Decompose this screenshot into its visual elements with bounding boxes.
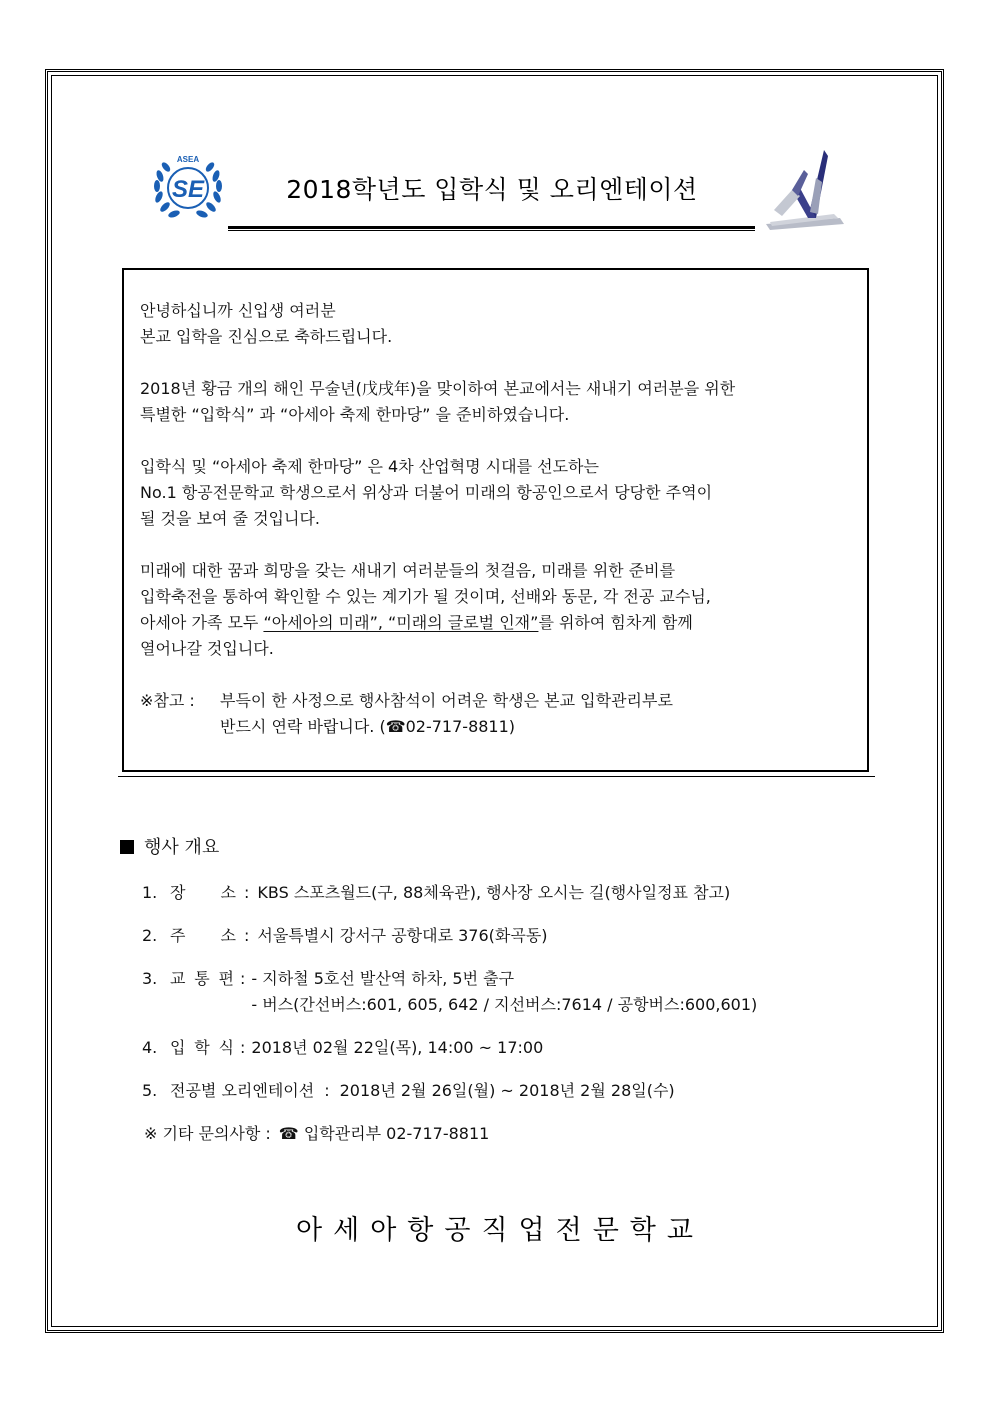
welcome-line: 안녕하십니까 신입생 여러분: [140, 301, 336, 320]
item-label: 전공별 오리엔테이션: [170, 1081, 315, 1100]
item-separator: :: [244, 926, 250, 945]
section-heading: [120, 833, 219, 859]
item-label-char: 식: [218, 1038, 234, 1057]
section-heading-text: 행사 개요: [144, 837, 220, 858]
welcome-paragraph-2: [140, 376, 860, 428]
welcome-line: No.1 항공전문학교 학생으로서 위상과 더불어 미래의 항공인으로서 당당한 주역이: [140, 483, 713, 502]
school-name: 아세아항공직업전문학교: [296, 1215, 704, 1246]
item-label-char: 입: [170, 1038, 186, 1057]
item-label-char: 학: [194, 1038, 210, 1057]
list-item: [142, 923, 862, 949]
welcome-line: 입학축전을 통하여 확인할 수 있는 계기가 될 것이며, 선배와 동문, 각 전공 교수님,: [140, 587, 711, 606]
logo-text: ASEA: [176, 155, 200, 164]
title-rule: [228, 226, 755, 231]
note-body: [220, 688, 673, 740]
welcome-text-post: 를 위하여 힘차게 함께: [538, 613, 693, 632]
item-value: 2018년 02월 22일(목), 14:00 ~ 17:00: [251, 1038, 544, 1057]
list-item: [142, 1078, 862, 1104]
welcome-paragraph-1: [140, 298, 860, 350]
square-bullet-icon: [120, 840, 134, 854]
item-label: [170, 923, 236, 949]
item-label: [170, 966, 234, 1018]
note-row: [140, 688, 860, 740]
item-number: 1.: [142, 883, 158, 902]
welcome-message: [140, 298, 860, 740]
item-label-char: 장: [170, 883, 186, 902]
item-number: 2.: [142, 926, 158, 945]
misc-inquiry: [142, 1121, 862, 1147]
welcome-line: 2018년 황금 개의 해인 무술년(戊戌年)을 맞이하여 본교에서는 새내기 여러분을 위한: [140, 379, 736, 398]
page-title: 2018학년도 입학식 및 오리엔테이션: [286, 175, 698, 204]
misc-value: ☎ 입학관리부 02-717-8811: [278, 1124, 490, 1143]
item-value: 서울특별시 강서구 공항대로 376(화곡동): [257, 926, 548, 945]
item-label: [170, 880, 236, 906]
item-value: KBS 스포츠월드(구, 88체육관), 행사장 오시는 길(행사일정표 참고): [257, 883, 731, 902]
welcome-note: [140, 688, 860, 740]
item-value-line: - 버스(간선버스:601, 605, 642 / 지선버스:7614 / 공항버스:600,601): [251, 995, 758, 1014]
overview-list: [142, 880, 862, 1147]
welcome-line: 특별한 “입학식” 과 “아세아 축제 한마당” 을 준비하였습니다.: [140, 405, 570, 424]
welcome-line-underlined: [140, 610, 860, 636]
monument-icon: [756, 148, 846, 230]
asea-logo-icon: [150, 148, 226, 224]
item-label-char: 소: [220, 926, 236, 945]
list-item: [142, 880, 862, 906]
item-value-line: - 지하철 5호선 발산역 하차, 5번 출구: [251, 969, 515, 988]
item-label-char: 편: [218, 969, 234, 988]
note-line: 부득이 한 사정으로 행사참석이 어려운 학생은 본교 입학관리부로: [220, 691, 673, 710]
item-label-char: 통: [194, 969, 210, 988]
welcome-line: 열어나갈 것입니다.: [140, 639, 274, 658]
item-value: 2018년 2월 26일(월) ~ 2018년 2월 28일(수): [339, 1081, 675, 1100]
welcome-line: 본교 입학을 진심으로 축하드립니다.: [140, 327, 393, 346]
item-separator: :: [244, 883, 250, 902]
welcome-line: 될 것을 보여 줄 것입니다.: [140, 509, 320, 528]
item-separator: :: [240, 969, 246, 988]
item-label-char: 교: [170, 969, 186, 988]
item-label: [170, 1035, 234, 1061]
welcome-text-pre: 아세아 가족 모두: [140, 613, 264, 632]
list-item: [142, 966, 862, 1018]
logo-mark: SE: [171, 176, 205, 203]
welcome-line: 미래에 대한 꿈과 희망을 갖는 새내기 여러분들의 첫걸음, 미래를 위한 준비를: [140, 561, 676, 580]
note-label: ※참고 :: [140, 691, 195, 710]
welcome-paragraph-4: [140, 558, 860, 662]
item-label-char: 소: [220, 883, 236, 902]
item-number: 3.: [142, 969, 158, 988]
misc-label: ※ 기타 문의사항 :: [144, 1124, 271, 1143]
welcome-line: 입학식 및 “아세아 축제 한마당” 은 4차 산업혁명 시대를 선도하는: [140, 457, 599, 476]
item-number: 5.: [142, 1081, 158, 1100]
item-label-char: 주: [170, 926, 186, 945]
list-item: [142, 1035, 862, 1061]
item-separator: :: [240, 1038, 246, 1057]
welcome-paragraph-3: [140, 454, 860, 532]
item-value-multi: [251, 966, 757, 1018]
item-number: 4.: [142, 1038, 158, 1057]
welcome-box-underline: [118, 776, 875, 777]
welcome-text-underlined: “아세아의 미래”, “미래의 글로벌 인재”: [263, 613, 539, 632]
item-separator: :: [324, 1081, 330, 1100]
note-line: 반드시 연락 바랍니다. (☎02-717-8811): [220, 717, 516, 736]
